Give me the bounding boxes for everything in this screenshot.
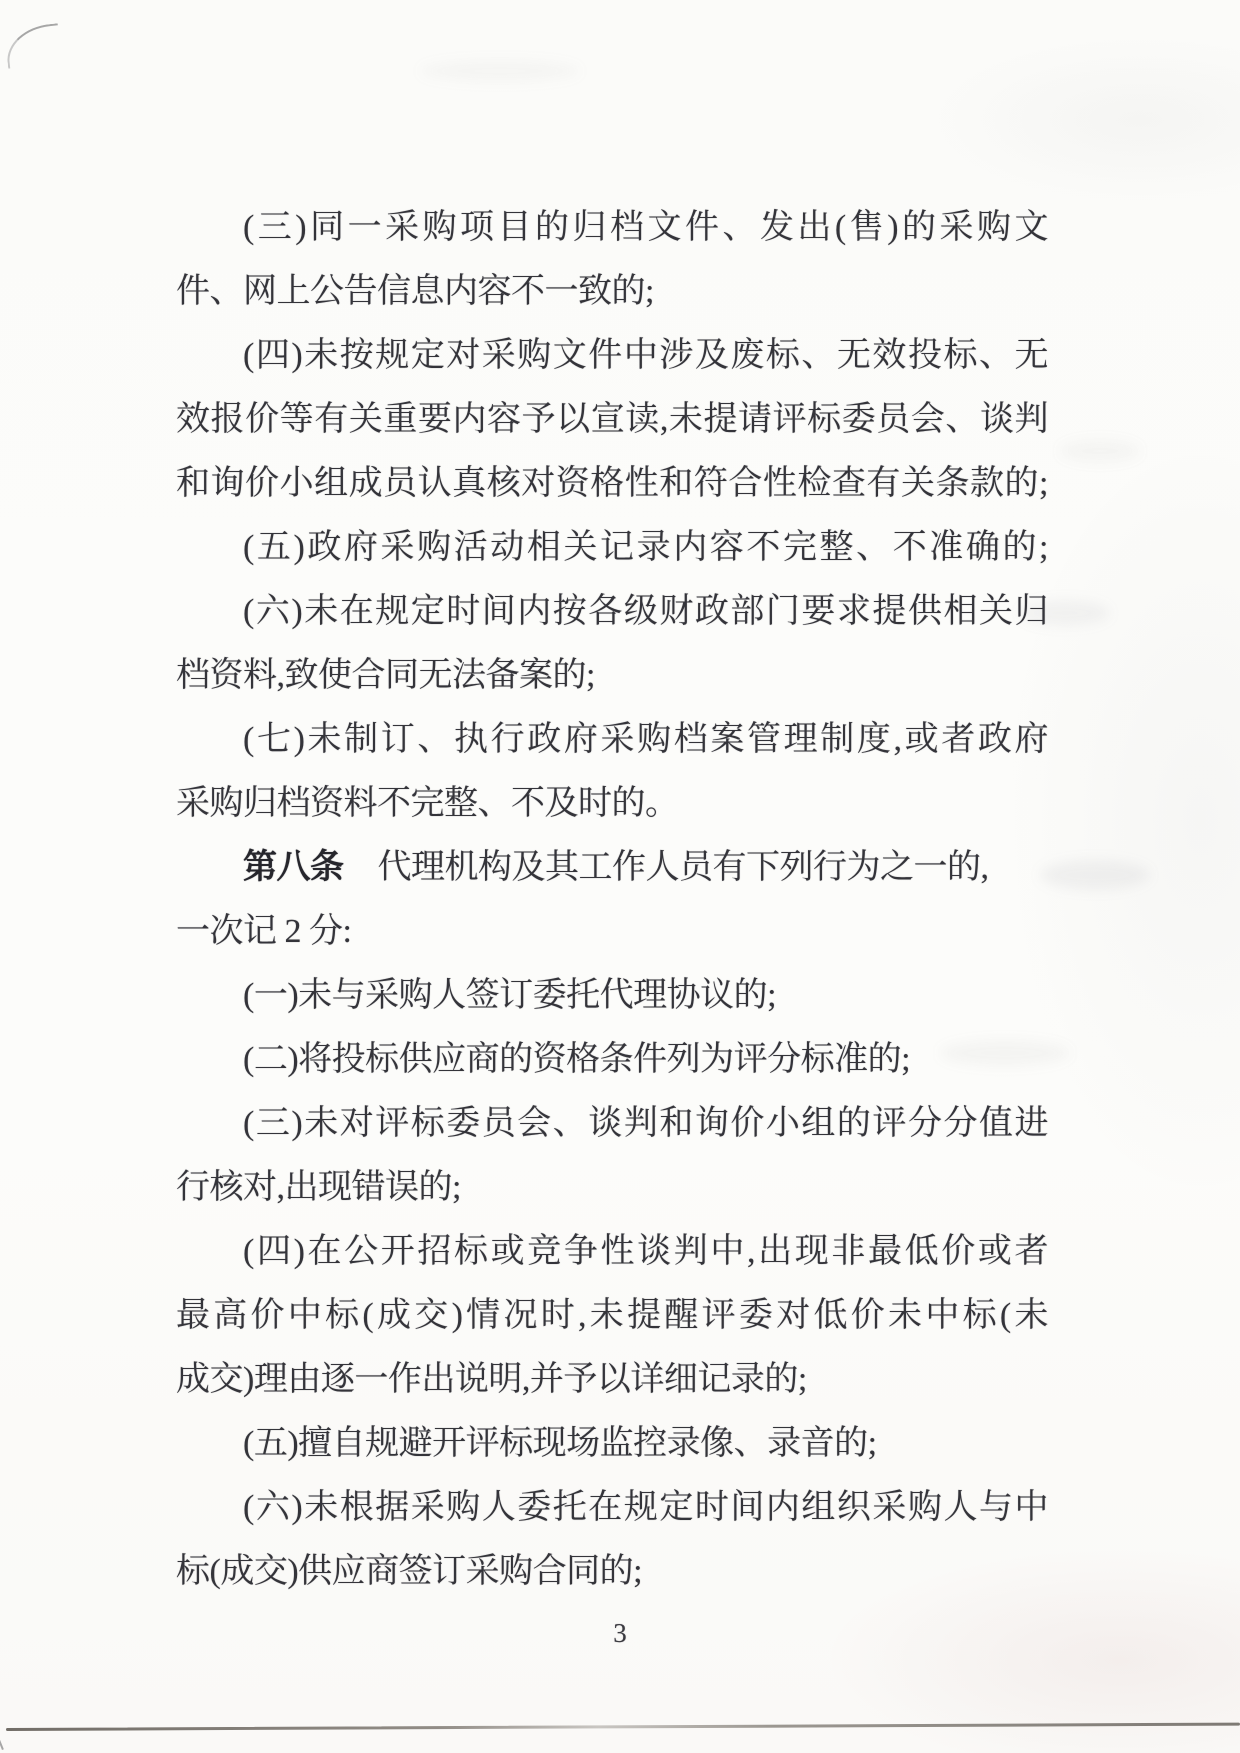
- doc-line: 效报价等有关重要内容予以宣读,未提请评标委员会、谈判: [176, 401, 1048, 438]
- doc-line: (六)未根据采购人委托在规定时间内组织采购人与中: [243, 1489, 1048, 1526]
- scan-artifact-page-edge: [6, 1723, 1240, 1731]
- doc-line: (四)在公开招标或竞争性谈判中,出现非最低价或者: [243, 1233, 1048, 1270]
- doc-line: (二)将投标供应商的资格条件列为评分标准的;: [243, 1041, 911, 1078]
- doc-line: (四)未按规定对采购文件中涉及废标、无效投标、无: [243, 337, 1048, 374]
- doc-line-article-heading: [176, 836, 1048, 900]
- doc-line: (一)未与采购人签订委托代理协议的;: [243, 977, 777, 1014]
- scan-artifact-smudge: [1060, 440, 1140, 462]
- doc-line: 最高价中标(成交)情况时,未提醒评委对低价未中标(未: [176, 1297, 1048, 1334]
- doc-line: (六)未在规定时间内按各级财政部门要求提供相关归: [243, 593, 1048, 630]
- doc-line: 件、网上公告信息内容不一致的;: [176, 273, 654, 310]
- scan-artifact-smudge: [420, 60, 580, 82]
- doc-line: 档资料,致使合同无法备案的;: [176, 657, 595, 694]
- doc-line: 采购归档资料不完整、不及时的。: [176, 785, 679, 822]
- doc-line: 和询价小组成员认真核对资格性和符合性检查有关条款的;: [176, 465, 1048, 502]
- scan-artifact-smudge: [1040, 860, 1150, 890]
- doc-line: 一次记 2 分:: [176, 913, 352, 950]
- article-heading-text: 代理机构及其工作人员有下列行为之一的,: [377, 849, 989, 886]
- page-number: 3: [613, 1618, 627, 1648]
- article-number: 第八条: [243, 849, 344, 886]
- document-text-block: [176, 196, 1048, 1604]
- doc-line: 行核对,出现错误的;: [176, 1169, 461, 1206]
- doc-line: (五)擅自规避开评标现场监控录像、录音的;: [243, 1425, 877, 1462]
- doc-line: (三)同一采购项目的归档文件、发出(售)的采购文: [243, 209, 1048, 246]
- doc-line: 成交)理由逐一作出说明,并予以详细记录的;: [176, 1361, 807, 1398]
- doc-line: (三)未对评标委员会、谈判和询价小组的评分分值进: [243, 1105, 1048, 1142]
- doc-line: 标(成交)供应商签订采购合同的;: [176, 1553, 643, 1590]
- doc-line: (五)政府采购活动相关记录内容不完整、不准确的;: [243, 529, 1048, 566]
- scan-artifact-corner-hook: [4, 23, 62, 68]
- scan-artifact-fold-line: [0, 1673, 4, 1750]
- doc-line: (七)未制订、执行政府采购档案管理制度,或者政府: [243, 721, 1048, 758]
